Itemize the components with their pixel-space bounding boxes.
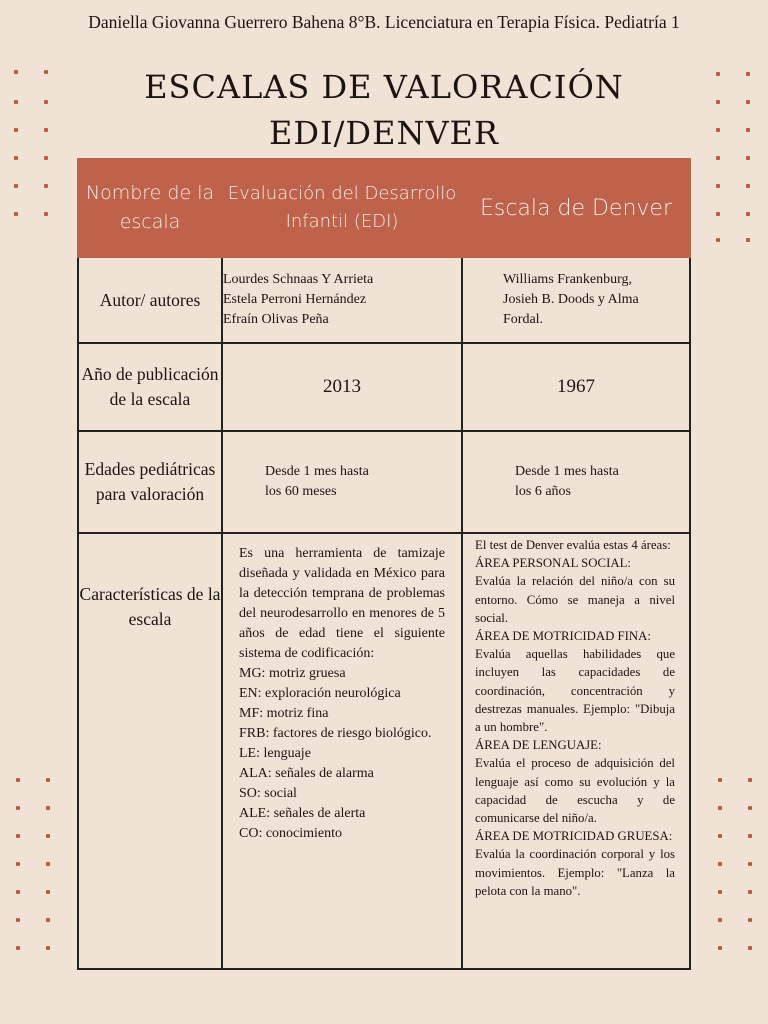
cell-denver-ages [462, 431, 690, 533]
denver-intro: El test de Denver evalúa estas 4 áreas: [475, 538, 671, 552]
denver-area-personal-social-desc: Evalúa la relación del niño/a con su entorno. Cómo se maneja a nivel social. [475, 574, 675, 625]
denver-area-fine-motor-desc: Evalúa aquellas habilidades que incluyen las capacidades de coordinación, concentración y destrezas manuales. Ejemplo: "Dibuja a un hombre". [475, 647, 675, 735]
table-row-year [78, 343, 690, 431]
edi-description: Es una herramienta de tamizaje diseñada y validada en México para la detección temprana de problemas del neurodesarrollo en menores de 5 años de edad tiene el siguiente sistema de codificación: [239, 546, 445, 661]
dot-grid-bottom-left [16, 778, 56, 948]
denver-area-language: ÁREA DE LENGUAJE: [475, 738, 602, 753]
denver-areas [463, 536, 689, 900]
header-scale-name: Nombre de la escala [78, 159, 222, 257]
row-label-year: Año de publicación de la escala [78, 343, 222, 431]
denver-area-personal-social: ÁREA PERSONAL SOCIAL: [475, 556, 631, 571]
denver-ages-line-2: los 6 años [515, 484, 571, 499]
denver-area-gross-motor: ÁREA DE MOTRICIDAD GRUESA: [475, 829, 673, 844]
edi-author-2: Estela Perroni Hernández [223, 292, 367, 307]
table-row-authors [78, 257, 690, 343]
comparison-table [77, 158, 691, 970]
cell-edi-characteristics [222, 533, 462, 969]
cell-denver-characteristics [462, 533, 690, 969]
denver-area-gross-motor-desc: Evalúa la coordinación corporal y los movimientos. Ejemplo: "Lanza la pelota con la mano". [475, 847, 675, 898]
edi-code-co: CO: conocimiento [239, 826, 343, 841]
edi-author-3: Efraín Olivas Peña [223, 312, 329, 327]
dot-grid-top-left [14, 70, 54, 230]
edi-code-en: EN: exploración neurológica [239, 686, 401, 701]
edi-author-1: Lourdes Schnaas Y Arrieta [223, 272, 374, 287]
dot-grid-bottom-right [718, 778, 758, 948]
header-denver: Escala de Denver [462, 159, 690, 257]
table-header-row [78, 159, 690, 257]
dot-grid-top-right [716, 72, 756, 242]
author-line: Daniella Giovanna Guerrero Bahena 8°B. Licenciatura en Terapia Física. Pediatría 1 [88, 12, 680, 32]
denver-ages-line-1: Desde 1 mes hasta [515, 464, 619, 479]
cell-edi-ages [222, 431, 462, 533]
edi-code-le: LE: lenguaje [239, 746, 311, 761]
title-line-1: ESCALAS DE VALORACIÓN [144, 68, 624, 106]
title-line-2: EDI/DENVER [268, 114, 499, 152]
denver-area-fine-motor: ÁREA DE MOTRICIDAD FINA: [475, 629, 651, 644]
table-row-characteristics [78, 533, 690, 969]
denver-author-1: Williams Frankenburg, [503, 272, 633, 287]
denver-author-3: Fordal. [503, 312, 544, 327]
table-row-ages [78, 431, 690, 533]
edi-code-ala: ALA: señales de alarma [239, 766, 374, 781]
edi-code-frb: FRB: factores de riesgo biológico. [239, 726, 432, 741]
edi-code-ale: ALE: señales de alerta [239, 806, 366, 821]
cell-edi-authors [222, 257, 462, 343]
edi-code-mg: MG: motriz gruesa [239, 666, 346, 681]
edi-code-so: SO: social [239, 786, 297, 801]
denver-author-2: Josieh B. Doods y Alma [503, 292, 639, 307]
cell-edi-year: 2013 [222, 343, 462, 431]
cell-denver-year: 1967 [462, 343, 690, 431]
row-label-characteristics: Características de la escala [78, 533, 222, 969]
denver-area-language-desc: Evalúa el proceso de adquisición del lenguaje así como su evolución y la capacidad de escucha y de comunicarse del niño/a. [475, 756, 675, 826]
row-label-authors: Autor/ autores [78, 257, 222, 343]
edi-code-mf: MF: motriz fina [239, 706, 329, 721]
row-label-ages: Edades pediátricas para valoración [78, 431, 222, 533]
edi-ages-line-1: Desde 1 mes hasta [265, 464, 369, 479]
edi-codes-list [223, 664, 461, 844]
page-title [80, 64, 688, 156]
header-edi: Evaluación del Desarrollo Infantil (EDI) [222, 159, 462, 257]
cell-denver-authors [462, 257, 690, 343]
edi-ages-line-2: los 60 meses [265, 484, 337, 499]
